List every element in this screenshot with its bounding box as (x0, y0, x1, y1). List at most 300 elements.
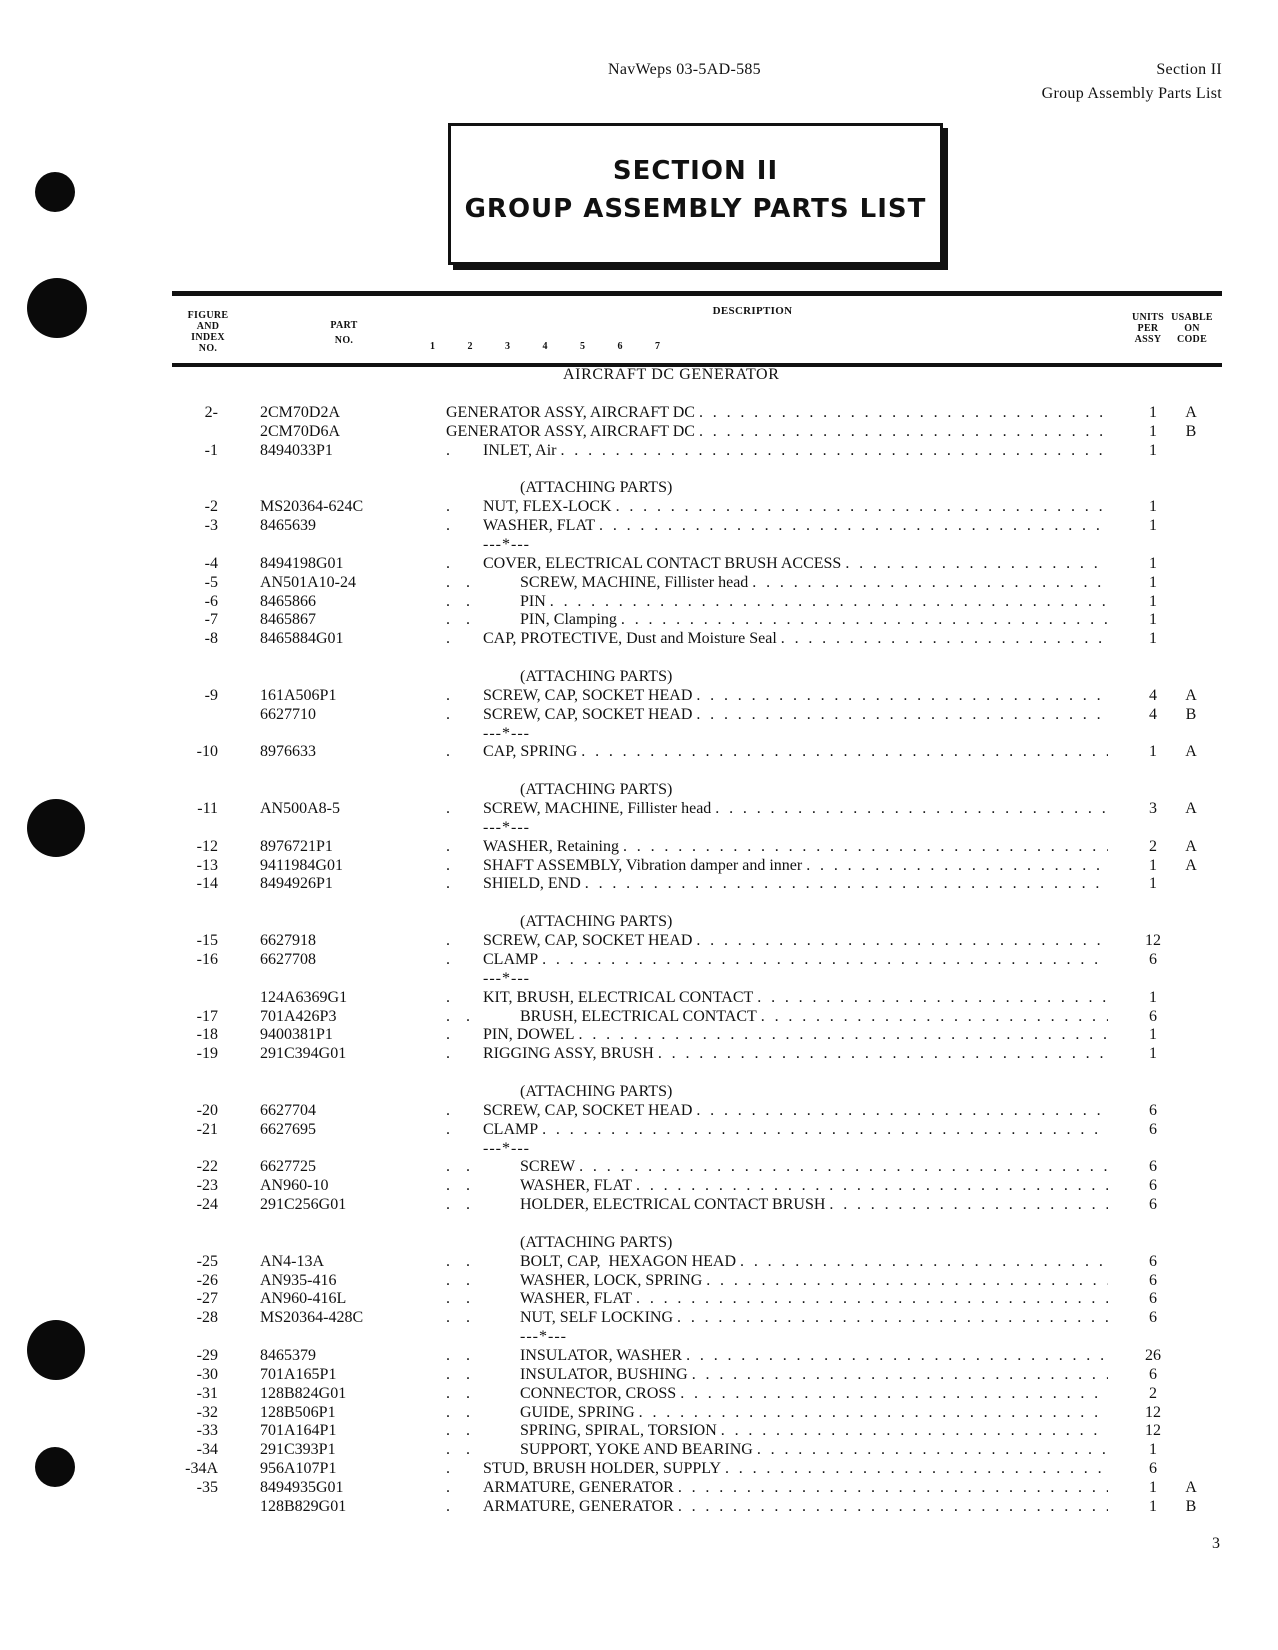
figure-index: -7 (204, 611, 218, 629)
leader-dots (748, 574, 1108, 593)
leader-dots (538, 1121, 1108, 1140)
figure-index: -4 (204, 554, 218, 572)
description-cell (446, 1102, 1108, 1121)
separator-mark: ---*--- (483, 536, 530, 554)
figure-index: -22 (196, 1158, 218, 1176)
description-cell (446, 1026, 1108, 1045)
leader-dots (711, 800, 1108, 819)
units-per-assy: 2 (1149, 837, 1157, 855)
indent-dots: . . (446, 1384, 470, 1402)
units-per-assy: 6 (1149, 1158, 1157, 1176)
description-cell (446, 593, 1108, 612)
leader-dots (673, 1309, 1108, 1328)
figure-index: -34A (185, 1460, 218, 1478)
indent-dots: . . (446, 1177, 470, 1195)
leader-dots (692, 706, 1108, 725)
units-per-assy: 1 (1149, 988, 1157, 1006)
indent-dots: . (446, 441, 450, 459)
table-row (0, 498, 1278, 517)
table-row (0, 1309, 1278, 1328)
figure-index: -3 (204, 517, 218, 535)
part-number: 161A506P1 (260, 686, 337, 704)
blank-row (0, 649, 1278, 668)
description-text: WASHER, FLAT (520, 1177, 633, 1195)
indent-dots: . . (446, 611, 470, 629)
attaching-parts-heading (0, 668, 1278, 687)
description-text: CONNECTOR, CROSS (520, 1384, 677, 1402)
indent-dots: . (446, 1101, 450, 1119)
part-number: 291C393P1 (260, 1441, 336, 1459)
part-number: 8465866 (260, 592, 316, 610)
description-cell (446, 1272, 1108, 1291)
indent-dots: . . (446, 592, 470, 610)
indent-dots: . (446, 743, 450, 761)
description-cell (446, 838, 1108, 857)
description-text: GENERATOR ASSY, AIRCRAFT DC (446, 404, 695, 421)
description-cell (446, 1385, 1108, 1404)
indent-dots: . (446, 1045, 450, 1063)
description-text: GENERATOR ASSY, AIRCRAFT DC (446, 422, 695, 440)
figure-index: -14 (196, 875, 218, 893)
units-per-assy: 6 (1149, 950, 1157, 968)
table-row (0, 1045, 1278, 1064)
usable-on-code: A (1185, 837, 1197, 855)
attaching-parts-heading (0, 479, 1278, 498)
figure-index: -8 (204, 630, 218, 648)
units-per-assy: 1 (1149, 422, 1157, 440)
indent-dots: . (446, 1460, 450, 1478)
indent-dots: . (446, 932, 450, 950)
units-per-assy: 4 (1149, 686, 1157, 704)
part-number: 8976721P1 (260, 837, 333, 855)
table-row (0, 1441, 1278, 1460)
units-per-assy: 1 (1149, 1045, 1157, 1063)
leader-dots (577, 743, 1108, 762)
indent-dots: . . (446, 1422, 470, 1440)
description-text: SCREW, CAP, SOCKET HEAD (483, 1101, 693, 1119)
description-cell (446, 1309, 1108, 1328)
indent-dots: . (446, 554, 450, 572)
units-per-assy: 1 (1149, 517, 1157, 535)
description-text: ARMATURE, GENERATOR (483, 1497, 674, 1515)
page-number: 3 (1212, 1535, 1220, 1552)
parts-list (0, 404, 1278, 1517)
leader-dots (688, 1366, 1108, 1385)
attaching-parts-end-separator (0, 819, 1278, 838)
units-per-assy: 1 (1149, 856, 1157, 874)
indent-dots: . (446, 1026, 450, 1044)
usable-on-code: B (1185, 422, 1197, 440)
figure-index: -27 (196, 1290, 218, 1308)
description-cell (446, 743, 1108, 762)
description-text: NUT, FLEX-LOCK (483, 498, 612, 516)
indent-dots: . (446, 800, 450, 818)
attaching-parts-heading (0, 913, 1278, 932)
description-text: CLAMP (483, 1120, 539, 1138)
attaching-parts-end-separator (0, 536, 1278, 555)
figure-index: -21 (196, 1120, 218, 1138)
leader-dots (674, 1498, 1108, 1517)
indent-dots: . . (446, 1196, 470, 1214)
blank-row (0, 461, 1278, 480)
description-cell (446, 1158, 1108, 1177)
part-number: 9411984G01 (260, 856, 343, 874)
figure-index: -11 (197, 800, 218, 818)
description-cell (446, 875, 1108, 894)
figure-index: -23 (196, 1177, 218, 1195)
table-row (0, 442, 1278, 461)
indent-dots: . (446, 1497, 450, 1515)
description-header: DESCRIPTION (712, 305, 793, 317)
part-number: 9400381P1 (260, 1026, 333, 1044)
description-cell (446, 1045, 1108, 1064)
table-row (0, 1366, 1278, 1385)
header-text: FIGURE (187, 310, 229, 321)
figure-index: 2- (204, 404, 218, 421)
figure-index: -20 (196, 1101, 218, 1119)
table-row (0, 743, 1278, 762)
figure-index: -19 (196, 1045, 218, 1063)
blank-row (0, 894, 1278, 913)
description-cell (446, 1347, 1108, 1366)
indent-dots: . . (446, 573, 470, 591)
description-cell (446, 423, 1108, 442)
description-cell (446, 1366, 1108, 1385)
units-per-assy: 1 (1149, 441, 1157, 459)
figure-index: -16 (196, 950, 218, 968)
group-title: AIRCRAFT DC GENERATOR (563, 366, 780, 383)
table-row (0, 574, 1278, 593)
description-cell (446, 1253, 1108, 1272)
part-number: 6627710 (260, 705, 316, 723)
description-cell (446, 630, 1108, 649)
section-subtitle: Group Assembly Parts List (1041, 85, 1222, 102)
binder-hole (27, 278, 87, 338)
part-number: 128B829G01 (260, 1497, 347, 1515)
units-per-assy: 6 (1149, 1177, 1157, 1195)
part-number: 6627695 (260, 1120, 316, 1138)
part-number: AN960-416L (260, 1290, 347, 1308)
leader-dots (802, 857, 1108, 876)
table-row (0, 1498, 1278, 1517)
separator-mark: ---*--- (483, 818, 530, 836)
description-text: SCREW, MACHINE, Fillister head (520, 573, 749, 591)
leader-dots (753, 1441, 1108, 1460)
description-cell (446, 989, 1108, 1008)
separator-mark: ---*--- (520, 1328, 567, 1346)
header-text: USABLE (1171, 312, 1213, 323)
attaching-parts-label: (ATTACHING PARTS) (520, 1082, 673, 1100)
indent-digit: 7 (655, 341, 661, 352)
part-number: 8465639 (260, 517, 316, 535)
figure-index: -13 (196, 856, 218, 874)
description-cell (446, 706, 1108, 725)
table-row (0, 1404, 1278, 1423)
part-number: 291C394G01 (260, 1045, 347, 1063)
part-number: 6627704 (260, 1101, 316, 1119)
leader-dots (595, 517, 1108, 536)
attaching-parts-end-separator (0, 970, 1278, 989)
part-number: 128B506P1 (260, 1403, 336, 1421)
part-number: 701A165P1 (260, 1365, 337, 1383)
header-text: INDEX (191, 332, 225, 343)
description-text: WASHER, FLAT (520, 1290, 633, 1308)
table-row (0, 1177, 1278, 1196)
figure-index: -9 (204, 686, 218, 704)
part-number: 956A107P1 (260, 1460, 337, 1478)
description-cell (446, 404, 1108, 423)
part-number: 291C256G01 (260, 1196, 347, 1214)
indent-dots: . . (446, 1346, 470, 1364)
units-per-assy: 1 (1149, 875, 1157, 893)
units-per-assy: 6 (1149, 1007, 1157, 1025)
section-title-box (448, 123, 943, 265)
leader-dots (682, 1347, 1108, 1366)
description-cell (446, 1404, 1108, 1423)
table-row (0, 1347, 1278, 1366)
leader-dots (692, 932, 1108, 951)
description-text: SCREW, MACHINE, Fillister head (483, 800, 712, 818)
usable-on-code: A (1185, 800, 1197, 818)
units-per-assy: 1 (1149, 404, 1157, 421)
part-number: AN500A8-5 (260, 800, 340, 818)
description-text: SUPPORT, YOKE AND BEARING (520, 1441, 753, 1459)
attaching-parts-end-separator (0, 1140, 1278, 1159)
leader-dots (757, 1008, 1108, 1027)
units-per-assy: 6 (1149, 1365, 1157, 1383)
leader-dots (753, 989, 1108, 1008)
part-number: AN501A10-24 (260, 573, 356, 591)
units-per-assy: 12 (1145, 1422, 1161, 1440)
blank-row (0, 762, 1278, 781)
description-text: HOLDER, ELECTRICAL CONTACT BRUSH (520, 1196, 826, 1214)
figure-index: -29 (196, 1346, 218, 1364)
units-per-assy: 6 (1149, 1196, 1157, 1214)
description-text: SHAFT ASSEMBLY, Vibration damper and inner (483, 856, 803, 874)
part-number: 2CM70D6A (260, 422, 341, 440)
table-row (0, 1102, 1278, 1121)
header-text: PART (330, 320, 358, 331)
description-text: BRUSH, ELECTRICAL CONTACT (520, 1007, 757, 1025)
leader-dots (717, 1422, 1108, 1441)
figure-index: -6 (204, 592, 218, 610)
separator-mark: ---*--- (483, 969, 530, 987)
leader-dots (674, 1479, 1108, 1498)
attaching-parts-heading (0, 1083, 1278, 1102)
figure-index: -35 (196, 1478, 218, 1496)
figure-index: -32 (196, 1403, 218, 1421)
leader-dots (777, 630, 1108, 649)
header-text: NO. (334, 335, 354, 346)
part-number: 8465867 (260, 611, 316, 629)
table-row (0, 517, 1278, 536)
header-text: NO. (198, 343, 218, 354)
description-text: SHIELD, END (483, 875, 581, 893)
indent-dots: . . (446, 1365, 470, 1383)
attaching-parts-heading (0, 1234, 1278, 1253)
header-text: AND (196, 321, 220, 332)
indent-dots: . . (446, 1290, 470, 1308)
description-text: INLET, Air (483, 441, 557, 459)
leader-dots (575, 1158, 1108, 1177)
description-text: PIN, Clamping (520, 611, 617, 629)
indent-dots: . . (446, 1007, 470, 1025)
indent-dots: . . (446, 1309, 470, 1327)
indent-digit: 3 (505, 341, 511, 352)
leader-dots (632, 1177, 1108, 1196)
indent-dots: . . (446, 1271, 470, 1289)
indent-dots: . (446, 1120, 450, 1138)
figure-index: -24 (196, 1196, 218, 1214)
figure-index: -34 (196, 1441, 218, 1459)
description-cell (446, 1177, 1108, 1196)
description-text: BOLT, CAP, HEXAGON HEAD (520, 1252, 737, 1270)
part-number: 8494926P1 (260, 875, 333, 893)
leader-dots (632, 1290, 1108, 1309)
table-row (0, 1196, 1278, 1215)
units-per-assy: 1 (1149, 630, 1157, 648)
leader-dots (695, 423, 1108, 442)
part-number: 6627725 (260, 1158, 316, 1176)
binder-hole (35, 172, 75, 212)
leader-dots (635, 1404, 1108, 1423)
units-per-assy: 6 (1149, 1101, 1157, 1119)
attaching-parts-end-separator (0, 725, 1278, 744)
section-label: Section II (1156, 61, 1222, 78)
leader-dots (654, 1045, 1108, 1064)
leader-dots (721, 1460, 1108, 1479)
indent-digit: 5 (580, 341, 586, 352)
description-text: COVER, ELECTRICAL CONTACT BRUSH ACCESS (483, 554, 842, 572)
indent-digit: 6 (617, 341, 623, 352)
description-cell (446, 1121, 1108, 1140)
part-number: AN960-10 (260, 1177, 329, 1195)
header-text: ASSY (1134, 334, 1162, 345)
units-per-assy: 1 (1149, 1026, 1157, 1044)
leader-dots (676, 1385, 1108, 1404)
units-per-assy: 6 (1149, 1460, 1157, 1478)
table-row (0, 1422, 1278, 1441)
usable-on-code: B (1185, 705, 1197, 723)
leader-dots (692, 687, 1108, 706)
usable-on-code: A (1185, 686, 1197, 704)
description-text: SCREW, CAP, SOCKET HEAD (483, 686, 693, 704)
indent-dots: . (446, 875, 450, 893)
indent-level-digits (430, 341, 693, 352)
part-number: AN4-13A (260, 1252, 324, 1270)
description-cell (446, 498, 1108, 517)
figure-index: -15 (196, 932, 218, 950)
leader-dots (695, 404, 1108, 423)
units-per-assy: 4 (1149, 705, 1157, 723)
attaching-parts-heading (0, 781, 1278, 800)
leader-dots (825, 1196, 1108, 1215)
part-number: 128B824G01 (260, 1384, 347, 1402)
description-cell (446, 1498, 1108, 1517)
figure-index: -25 (196, 1252, 218, 1270)
units-per-assy: 1 (1149, 1497, 1157, 1515)
description-text: RIGGING ASSY, BRUSH (483, 1045, 654, 1063)
indent-dots: . (446, 517, 450, 535)
description-cell (446, 1479, 1108, 1498)
description-cell (446, 1196, 1108, 1215)
units-per-assy: 6 (1149, 1290, 1157, 1308)
part-number: 6627918 (260, 932, 316, 950)
description-cell (446, 517, 1108, 536)
description-text: SCREW, CAP, SOCKET HEAD (483, 705, 693, 723)
part-number: 701A426P3 (260, 1007, 337, 1025)
table-row (0, 1385, 1278, 1404)
units-per-assy: 1 (1149, 498, 1157, 516)
part-number: 8494935G01 (260, 1478, 344, 1496)
description-text: SPRING, SPIRAL, TORSION (520, 1422, 717, 1440)
attaching-parts-label: (ATTACHING PARTS) (520, 479, 673, 497)
indent-digit: 2 (467, 341, 473, 352)
indent-dots: . (446, 988, 450, 1006)
table-row (0, 1121, 1278, 1140)
indent-dots: . (446, 1478, 450, 1496)
units-per-assy: 1 (1149, 611, 1157, 629)
description-text: INSULATOR, WASHER (520, 1346, 683, 1364)
indent-digit: 1 (430, 341, 436, 352)
table-row (0, 989, 1278, 1008)
figure-index-header (178, 310, 238, 354)
header-text: ON (1184, 323, 1200, 334)
table-row (0, 951, 1278, 970)
description-cell (446, 951, 1108, 970)
units-per-assy: 1 (1149, 554, 1157, 572)
separator-mark: ---*--- (483, 724, 530, 742)
description-text: NUT, SELF LOCKING (520, 1309, 674, 1327)
table-row (0, 857, 1278, 876)
description-text: WASHER, Retaining (483, 837, 619, 855)
indent-dots: . . (446, 1441, 470, 1459)
indent-dots: . (446, 950, 450, 968)
figure-index: -33 (196, 1422, 218, 1440)
leader-dots (612, 498, 1108, 517)
table-row (0, 800, 1278, 819)
leader-dots (736, 1253, 1108, 1272)
units-per-assy: 1 (1149, 743, 1157, 761)
leader-dots (546, 593, 1108, 612)
leader-dots (581, 875, 1108, 894)
leader-dots (617, 611, 1108, 630)
description-text: CAP, PROTECTIVE, Dust and Moisture Seal (483, 630, 777, 648)
description-text: STUD, BRUSH HOLDER, SUPPLY (483, 1460, 721, 1478)
leader-dots (619, 838, 1108, 857)
indent-digit: 4 (542, 341, 548, 352)
part-number: MS20364-624C (260, 498, 364, 516)
part-number: 6627708 (260, 950, 316, 968)
usable-on-code: A (1185, 856, 1197, 874)
units-per-assy: 2 (1149, 1384, 1157, 1402)
usable-on-code: B (1185, 1497, 1197, 1515)
table-row (0, 1479, 1278, 1498)
indent-dots: . (446, 705, 450, 723)
table-row (0, 611, 1278, 630)
usable-on-code: A (1185, 1478, 1197, 1496)
blank-row (0, 1064, 1278, 1083)
description-text: PIN, DOWEL (483, 1026, 575, 1044)
attaching-parts-end-separator (0, 1328, 1278, 1347)
blank-row (0, 1215, 1278, 1234)
units-per-assy: 6 (1149, 1120, 1157, 1138)
table-row (0, 875, 1278, 894)
attaching-parts-label: (ATTACHING PARTS) (520, 913, 673, 931)
figure-index: -2 (204, 498, 218, 516)
description-cell (446, 857, 1108, 876)
description-text: WASHER, FLAT (483, 517, 596, 535)
